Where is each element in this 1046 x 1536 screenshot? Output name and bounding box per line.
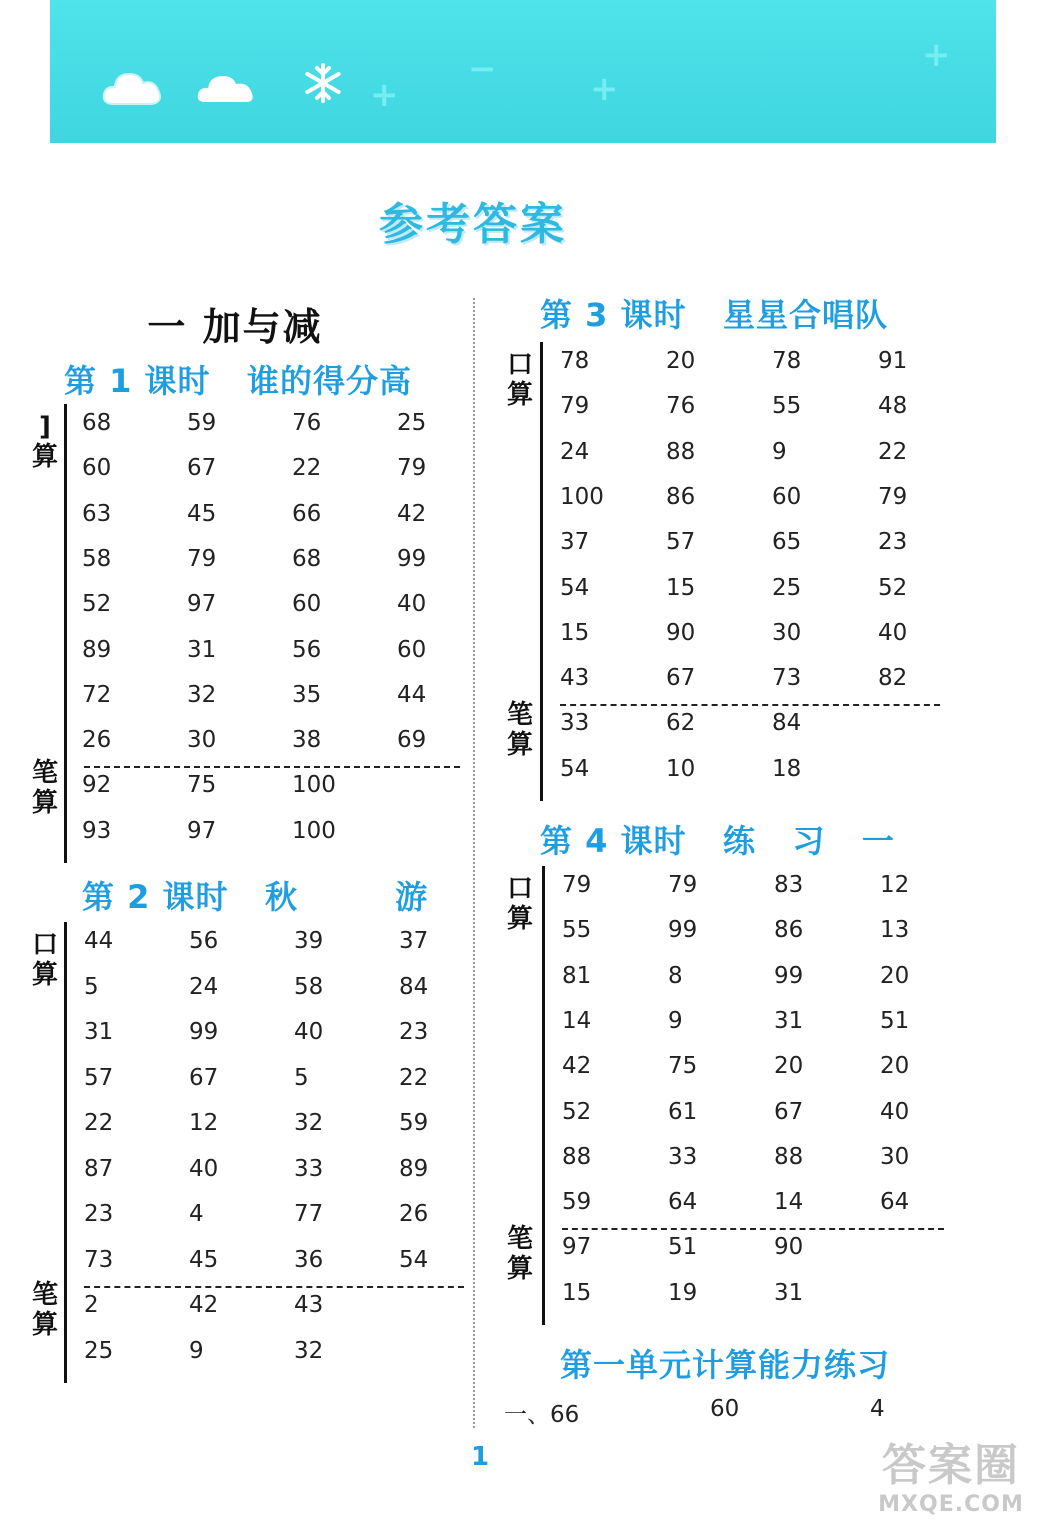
written-calculation-label: 算 — [506, 1254, 533, 1284]
mental-answer: 14 — [562, 1007, 592, 1034]
mental-answer: 37 — [399, 928, 429, 954]
mental-answer: 31 — [774, 1007, 804, 1034]
mental-answer: 5 — [294, 1064, 309, 1091]
mental-answer: 67 — [666, 665, 696, 692]
mental-answer: 76 — [292, 410, 322, 436]
mental-answer: 60 — [772, 483, 802, 510]
written-answer: 43 — [294, 1292, 324, 1318]
mental-answer: 36 — [294, 1246, 324, 1273]
written-calculation-label: 笔 — [506, 700, 533, 730]
written-answer: 90 — [774, 1234, 804, 1261]
mental-answer: 86 — [666, 483, 696, 510]
written-answer: 19 — [668, 1279, 698, 1306]
page-number: 1 — [470, 1442, 490, 1472]
written-answer: 18 — [772, 755, 802, 782]
mental-answer: 42 — [562, 1053, 592, 1080]
written-answer: 97 — [562, 1234, 592, 1261]
mental-answer: 14 — [774, 1189, 804, 1216]
answer-column-bar — [540, 342, 543, 801]
mental-answer: 58 — [82, 545, 112, 572]
mental-answer: 24 — [189, 973, 219, 1000]
written-answer: 2 — [84, 1292, 99, 1318]
mental-answer: 38 — [292, 727, 322, 754]
mental-answer: 43 — [560, 665, 590, 692]
mental-answer: 69 — [397, 727, 427, 754]
mental-answer: 30 — [772, 619, 802, 646]
mental-answer: 97 — [187, 591, 217, 618]
mental-answer: 88 — [774, 1143, 804, 1170]
written-answer: 33 — [560, 710, 590, 737]
answer-column-bar — [64, 404, 67, 863]
mental-answer: 66 — [292, 500, 322, 527]
mental-calculation-label: 算 — [506, 904, 533, 934]
mental-answer: 84 — [399, 973, 429, 1000]
mental-answer: 59 — [187, 410, 217, 436]
mental-answer: 35 — [292, 681, 322, 708]
mental-answer: 25 — [772, 574, 802, 601]
written-answer: 84 — [772, 710, 802, 737]
mental-answer: 67 — [187, 455, 217, 482]
mental-answer: 79 — [560, 393, 590, 420]
mental-answer: 22 — [399, 1064, 429, 1091]
unit-heading: 一 加与减 — [147, 305, 323, 349]
mental-answer: 68 — [82, 410, 112, 436]
mental-answer: 60 — [292, 591, 322, 618]
mental-answer: 22 — [292, 455, 322, 482]
mental-answer: 22 — [84, 1110, 114, 1136]
mental-calculation-label: 口 — [506, 874, 533, 904]
mental-answer: 22 — [878, 438, 908, 465]
snowflake-icon — [302, 62, 344, 104]
mental-answer: 9 — [772, 438, 787, 465]
summary-title: 第一单元计算能力练习 — [559, 1346, 890, 1384]
mental-answer: 45 — [189, 1246, 219, 1273]
mental-answer: 52 — [562, 1098, 592, 1125]
minus-decoration: − — [468, 49, 497, 89]
mental-answer: 100 — [560, 483, 604, 510]
mental-answer: 39 — [294, 928, 324, 954]
written-answer: 62 — [666, 710, 696, 737]
lesson-title: 第 4 课时 练 习 一 — [540, 822, 895, 860]
mental-answer: 79 — [878, 483, 908, 510]
mental-answer: 54 — [560, 574, 590, 601]
mental-answer: 12 — [189, 1110, 219, 1136]
mental-answer: 61 — [668, 1098, 698, 1125]
mental-answer: 15 — [666, 574, 696, 601]
mental-answer: 42 — [397, 500, 427, 527]
mental-answer: 57 — [84, 1064, 114, 1091]
column-divider — [473, 298, 475, 1428]
mental-answer: 45 — [187, 500, 217, 527]
mental-answer: 37 — [560, 529, 590, 556]
mental-answer: 20 — [880, 962, 910, 989]
mental-answer: 23 — [84, 1201, 114, 1227]
written-calculation-label: 笔 — [31, 758, 58, 788]
header-banner — [50, 0, 996, 143]
written-calculation-label: 算 — [31, 788, 58, 818]
mental-answer: 32 — [187, 681, 217, 708]
watermark-url: MXQE.COM — [878, 1492, 1024, 1517]
mental-answer: 65 — [772, 529, 802, 556]
mental-answer: 57 — [666, 529, 696, 556]
mental-answer: 31 — [84, 1019, 114, 1045]
mental-answer: 12 — [880, 872, 910, 898]
mental-calculation-label: 算 — [31, 442, 58, 472]
section-separator — [84, 766, 460, 768]
written-answer: 92 — [82, 772, 112, 799]
mental-answer: 32 — [294, 1110, 324, 1136]
plus-decoration: + — [370, 75, 399, 115]
answer-column-bar — [542, 866, 545, 1325]
summary-answer: 一、66 — [504, 1402, 580, 1428]
plus-decoration: + — [590, 69, 619, 109]
mental-answer: 64 — [880, 1189, 910, 1216]
written-answer: 93 — [82, 817, 112, 844]
mental-answer: 60 — [397, 636, 427, 663]
mental-answer: 13 — [880, 917, 910, 944]
written-answer: 25 — [84, 1337, 114, 1364]
page-title: 参考答案 — [379, 199, 567, 250]
lesson-title: 第 2 课时 秋 游 — [82, 878, 429, 916]
mental-answer: 91 — [878, 348, 908, 374]
mental-answer: 44 — [84, 928, 114, 954]
mental-answer: 86 — [774, 917, 804, 944]
section-separator — [560, 704, 940, 706]
mental-answer: 58 — [294, 973, 324, 1000]
mental-answer: 81 — [562, 962, 592, 989]
plus-decoration: + — [922, 35, 951, 75]
written-answer: 42 — [189, 1292, 219, 1318]
mental-answer: 88 — [562, 1143, 592, 1170]
written-calculation-label: 算 — [31, 1310, 58, 1340]
mental-answer: 44 — [397, 681, 427, 708]
written-answer: 97 — [187, 817, 217, 844]
mental-answer: 55 — [562, 917, 592, 944]
mental-answer: 72 — [82, 681, 112, 708]
mental-answer: 99 — [397, 545, 427, 572]
mental-answer: 40 — [294, 1019, 324, 1045]
mental-calculation-label: 口 — [31, 930, 58, 960]
summary-answer: 60 — [710, 1396, 740, 1422]
cloud-icon — [102, 62, 164, 110]
mental-answer: 30 — [187, 727, 217, 754]
mental-calculation-label: ] — [39, 412, 51, 442]
mental-answer: 79 — [562, 872, 592, 898]
mental-answer: 75 — [668, 1053, 698, 1080]
mental-answer: 15 — [560, 619, 590, 646]
cloud-icon — [196, 68, 258, 108]
mental-answer: 59 — [399, 1110, 429, 1136]
watermark-text: 答案圈 — [882, 1440, 1020, 1491]
lesson-title: 第 3 课时 星星合唱队 — [540, 296, 888, 334]
mental-answer: 40 — [880, 1098, 910, 1125]
mental-answer: 40 — [397, 591, 427, 618]
watermark-logo — [866, 1440, 1036, 1530]
written-calculation-label: 笔 — [506, 1224, 533, 1254]
mental-answer: 79 — [187, 545, 217, 572]
mental-answer: 77 — [294, 1201, 324, 1227]
mental-answer: 99 — [774, 962, 804, 989]
written-answer: 75 — [187, 772, 217, 799]
mental-answer: 31 — [187, 636, 217, 663]
section-separator — [562, 1228, 944, 1230]
mental-answer: 76 — [666, 393, 696, 420]
mental-answer: 20 — [774, 1053, 804, 1080]
mental-answer: 59 — [562, 1189, 592, 1216]
mental-answer: 25 — [397, 410, 427, 436]
mental-answer: 90 — [666, 619, 696, 646]
mental-answer: 56 — [189, 928, 219, 954]
mental-answer: 33 — [668, 1143, 698, 1170]
section-separator — [84, 1286, 464, 1288]
written-answer: 15 — [562, 1279, 592, 1306]
mental-answer: 26 — [82, 727, 112, 754]
mental-answer: 4 — [189, 1201, 204, 1227]
mental-answer: 60 — [82, 455, 112, 482]
mental-answer: 78 — [772, 348, 802, 374]
written-answer: 54 — [560, 755, 590, 782]
mental-answer: 51 — [880, 1007, 910, 1034]
mental-answer: 20 — [880, 1053, 910, 1080]
written-answer: 100 — [292, 772, 336, 799]
summary-answer: 4 — [870, 1396, 885, 1422]
mental-answer: 52 — [878, 574, 908, 601]
mental-answer: 68 — [292, 545, 322, 572]
mental-answer: 23 — [399, 1019, 429, 1045]
mental-answer: 89 — [82, 636, 112, 663]
mental-answer: 79 — [397, 455, 427, 482]
mental-answer: 9 — [668, 1007, 683, 1034]
mental-answer: 26 — [399, 1201, 429, 1227]
mental-answer: 30 — [880, 1143, 910, 1170]
mental-answer: 99 — [668, 917, 698, 944]
mental-answer: 82 — [878, 665, 908, 692]
written-answer: 100 — [292, 817, 336, 844]
mental-answer: 40 — [189, 1155, 219, 1182]
mental-answer: 88 — [666, 438, 696, 465]
mental-answer: 99 — [189, 1019, 219, 1045]
mental-answer: 83 — [774, 872, 804, 898]
answer-column-bar — [64, 922, 67, 1383]
mental-answer: 79 — [668, 872, 698, 898]
written-calculation-label: 笔 — [31, 1280, 58, 1310]
written-answer: 9 — [189, 1337, 204, 1364]
mental-answer: 73 — [772, 665, 802, 692]
mental-answer: 73 — [84, 1246, 114, 1273]
mental-calculation-label: 口 — [506, 350, 533, 380]
mental-answer: 67 — [189, 1064, 219, 1091]
mental-answer: 63 — [82, 500, 112, 527]
mental-answer: 20 — [666, 348, 696, 374]
mental-answer: 87 — [84, 1155, 114, 1182]
lesson-title: 第 1 课时 谁的得分高 — [64, 362, 412, 400]
mental-answer: 78 — [560, 348, 590, 374]
mental-answer: 33 — [294, 1155, 324, 1182]
mental-answer: 23 — [878, 529, 908, 556]
mental-calculation-label: 算 — [31, 960, 58, 990]
mental-answer: 64 — [668, 1189, 698, 1216]
mental-answer: 48 — [878, 393, 908, 420]
mental-calculation-label: 算 — [506, 380, 533, 410]
mental-answer: 5 — [84, 973, 99, 1000]
mental-answer: 55 — [772, 393, 802, 420]
mental-answer: 89 — [399, 1155, 429, 1182]
mental-answer: 56 — [292, 636, 322, 663]
mental-answer: 40 — [878, 619, 908, 646]
mental-answer: 67 — [774, 1098, 804, 1125]
written-answer: 31 — [774, 1279, 804, 1306]
mental-answer: 52 — [82, 591, 112, 618]
written-calculation-label: 算 — [506, 730, 533, 760]
mental-answer: 54 — [399, 1246, 429, 1273]
mental-answer: 24 — [560, 438, 590, 465]
mental-answer: 8 — [668, 962, 683, 989]
written-answer: 32 — [294, 1337, 324, 1364]
written-answer: 10 — [666, 755, 696, 782]
written-answer: 51 — [668, 1234, 698, 1261]
